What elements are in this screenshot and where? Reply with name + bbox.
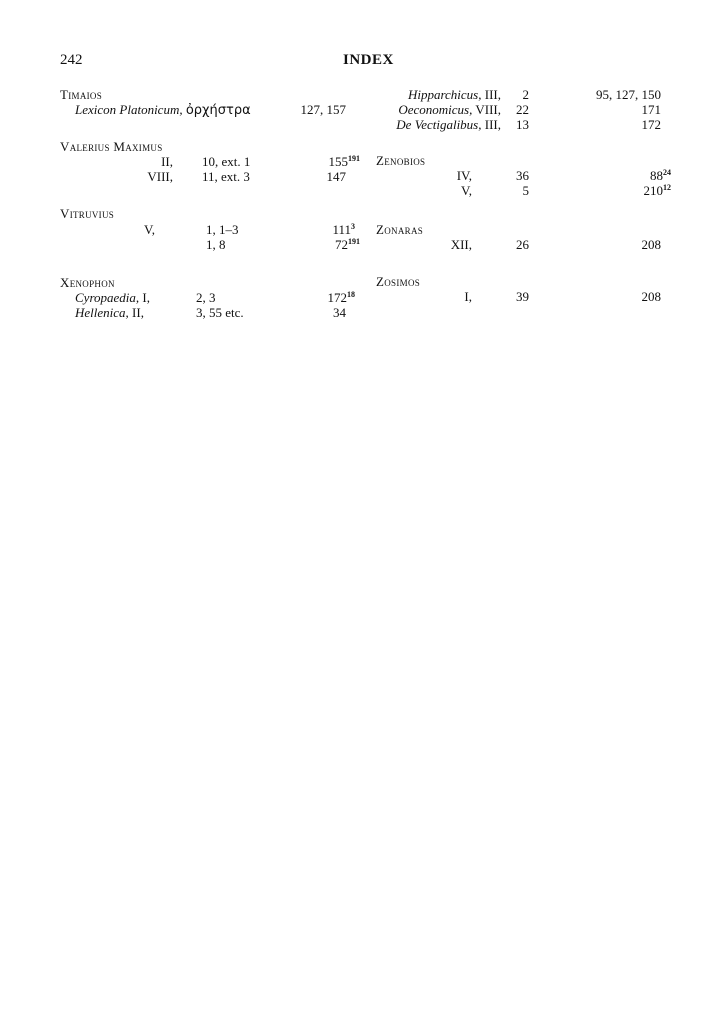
section-ref: 36	[516, 168, 529, 183]
index-entry-xenophon-cont: Hipparchicus, III,	[407, 87, 501, 102]
author-heading-timaios: Timaios	[60, 87, 103, 102]
page-ref: $210^{12}$	[643, 183, 671, 198]
section-ref: 2, 3	[196, 290, 216, 305]
index-entry-xenophon-cont: De Vectigalibus, III,	[396, 117, 501, 132]
page-ref: $111^3$	[332, 222, 355, 237]
page-ref: 208	[641, 289, 661, 304]
greek-term: ὀρχήστρα	[185, 103, 251, 118]
section-ref: 10, ext. 1	[202, 154, 251, 169]
book-number: VIII,	[147, 169, 173, 184]
book-number: XII,	[450, 237, 472, 252]
page-ref: 208	[641, 237, 661, 252]
work-title: Hellenica,	[75, 305, 129, 320]
work-title: Lexicon Platonicum,	[75, 102, 183, 117]
page-ref: $72^{191}$	[335, 237, 360, 252]
section-ref: 1, 8	[206, 237, 226, 252]
book-number: IV,	[456, 168, 472, 183]
page-ref: 147	[326, 169, 346, 184]
page-ref: 34	[333, 305, 346, 320]
book-number: V,	[144, 222, 155, 237]
page-title: INDEX	[343, 52, 394, 68]
section-ref: 39	[516, 289, 529, 304]
page-ref: 127, 157	[300, 102, 346, 117]
index-entry-timaios	[75, 102, 251, 119]
work-title: Hipparchicus,	[407, 87, 482, 102]
book-number: I,	[464, 289, 472, 304]
work-title: Cyropaedia,	[75, 290, 140, 305]
author-heading-zosimos: Zosimos	[376, 274, 421, 289]
index-entry-xenophon-cont: Oeconomicus, VIII,	[398, 102, 501, 117]
page-ref: 172	[641, 117, 661, 132]
section-ref: 26	[516, 237, 529, 252]
author-heading-zenobios: Zenobios	[376, 153, 426, 168]
section-ref: 5	[522, 183, 529, 198]
section-ref: 22	[516, 102, 529, 117]
section-ref: 3, 55 etc.	[196, 305, 244, 320]
section-ref: 1, 1–3	[206, 222, 239, 237]
page-ref: 171	[641, 102, 661, 117]
page-ref: 95, 127, 150	[596, 87, 661, 102]
page-ref: $88^{24}$	[650, 168, 671, 183]
section-ref: 11, ext. 3	[202, 169, 250, 184]
page-ref: $155^{191}$	[328, 154, 360, 169]
author-heading-vitruvius: Vitruvius	[60, 206, 115, 221]
work-title: Oeconomicus,	[398, 102, 473, 117]
author-heading-valerius-maximus: Valerius Maximus	[60, 139, 163, 154]
page-number: 242	[60, 52, 83, 68]
author-heading-xenophon: Xenophon	[60, 275, 115, 290]
work-title: De Vectigalibus,	[396, 117, 482, 132]
index-entry-xenophon: Cyropaedia, I,	[75, 290, 150, 305]
section-ref: 2	[522, 87, 529, 102]
index-entry-xenophon: Hellenica, II,	[75, 305, 144, 320]
book-number: II,	[161, 154, 173, 169]
book-number: V,	[461, 183, 472, 198]
author-heading-zonaras: Zonaras	[376, 222, 424, 237]
page-ref: $172^{18}$	[327, 290, 355, 305]
section-ref: 13	[516, 117, 529, 132]
